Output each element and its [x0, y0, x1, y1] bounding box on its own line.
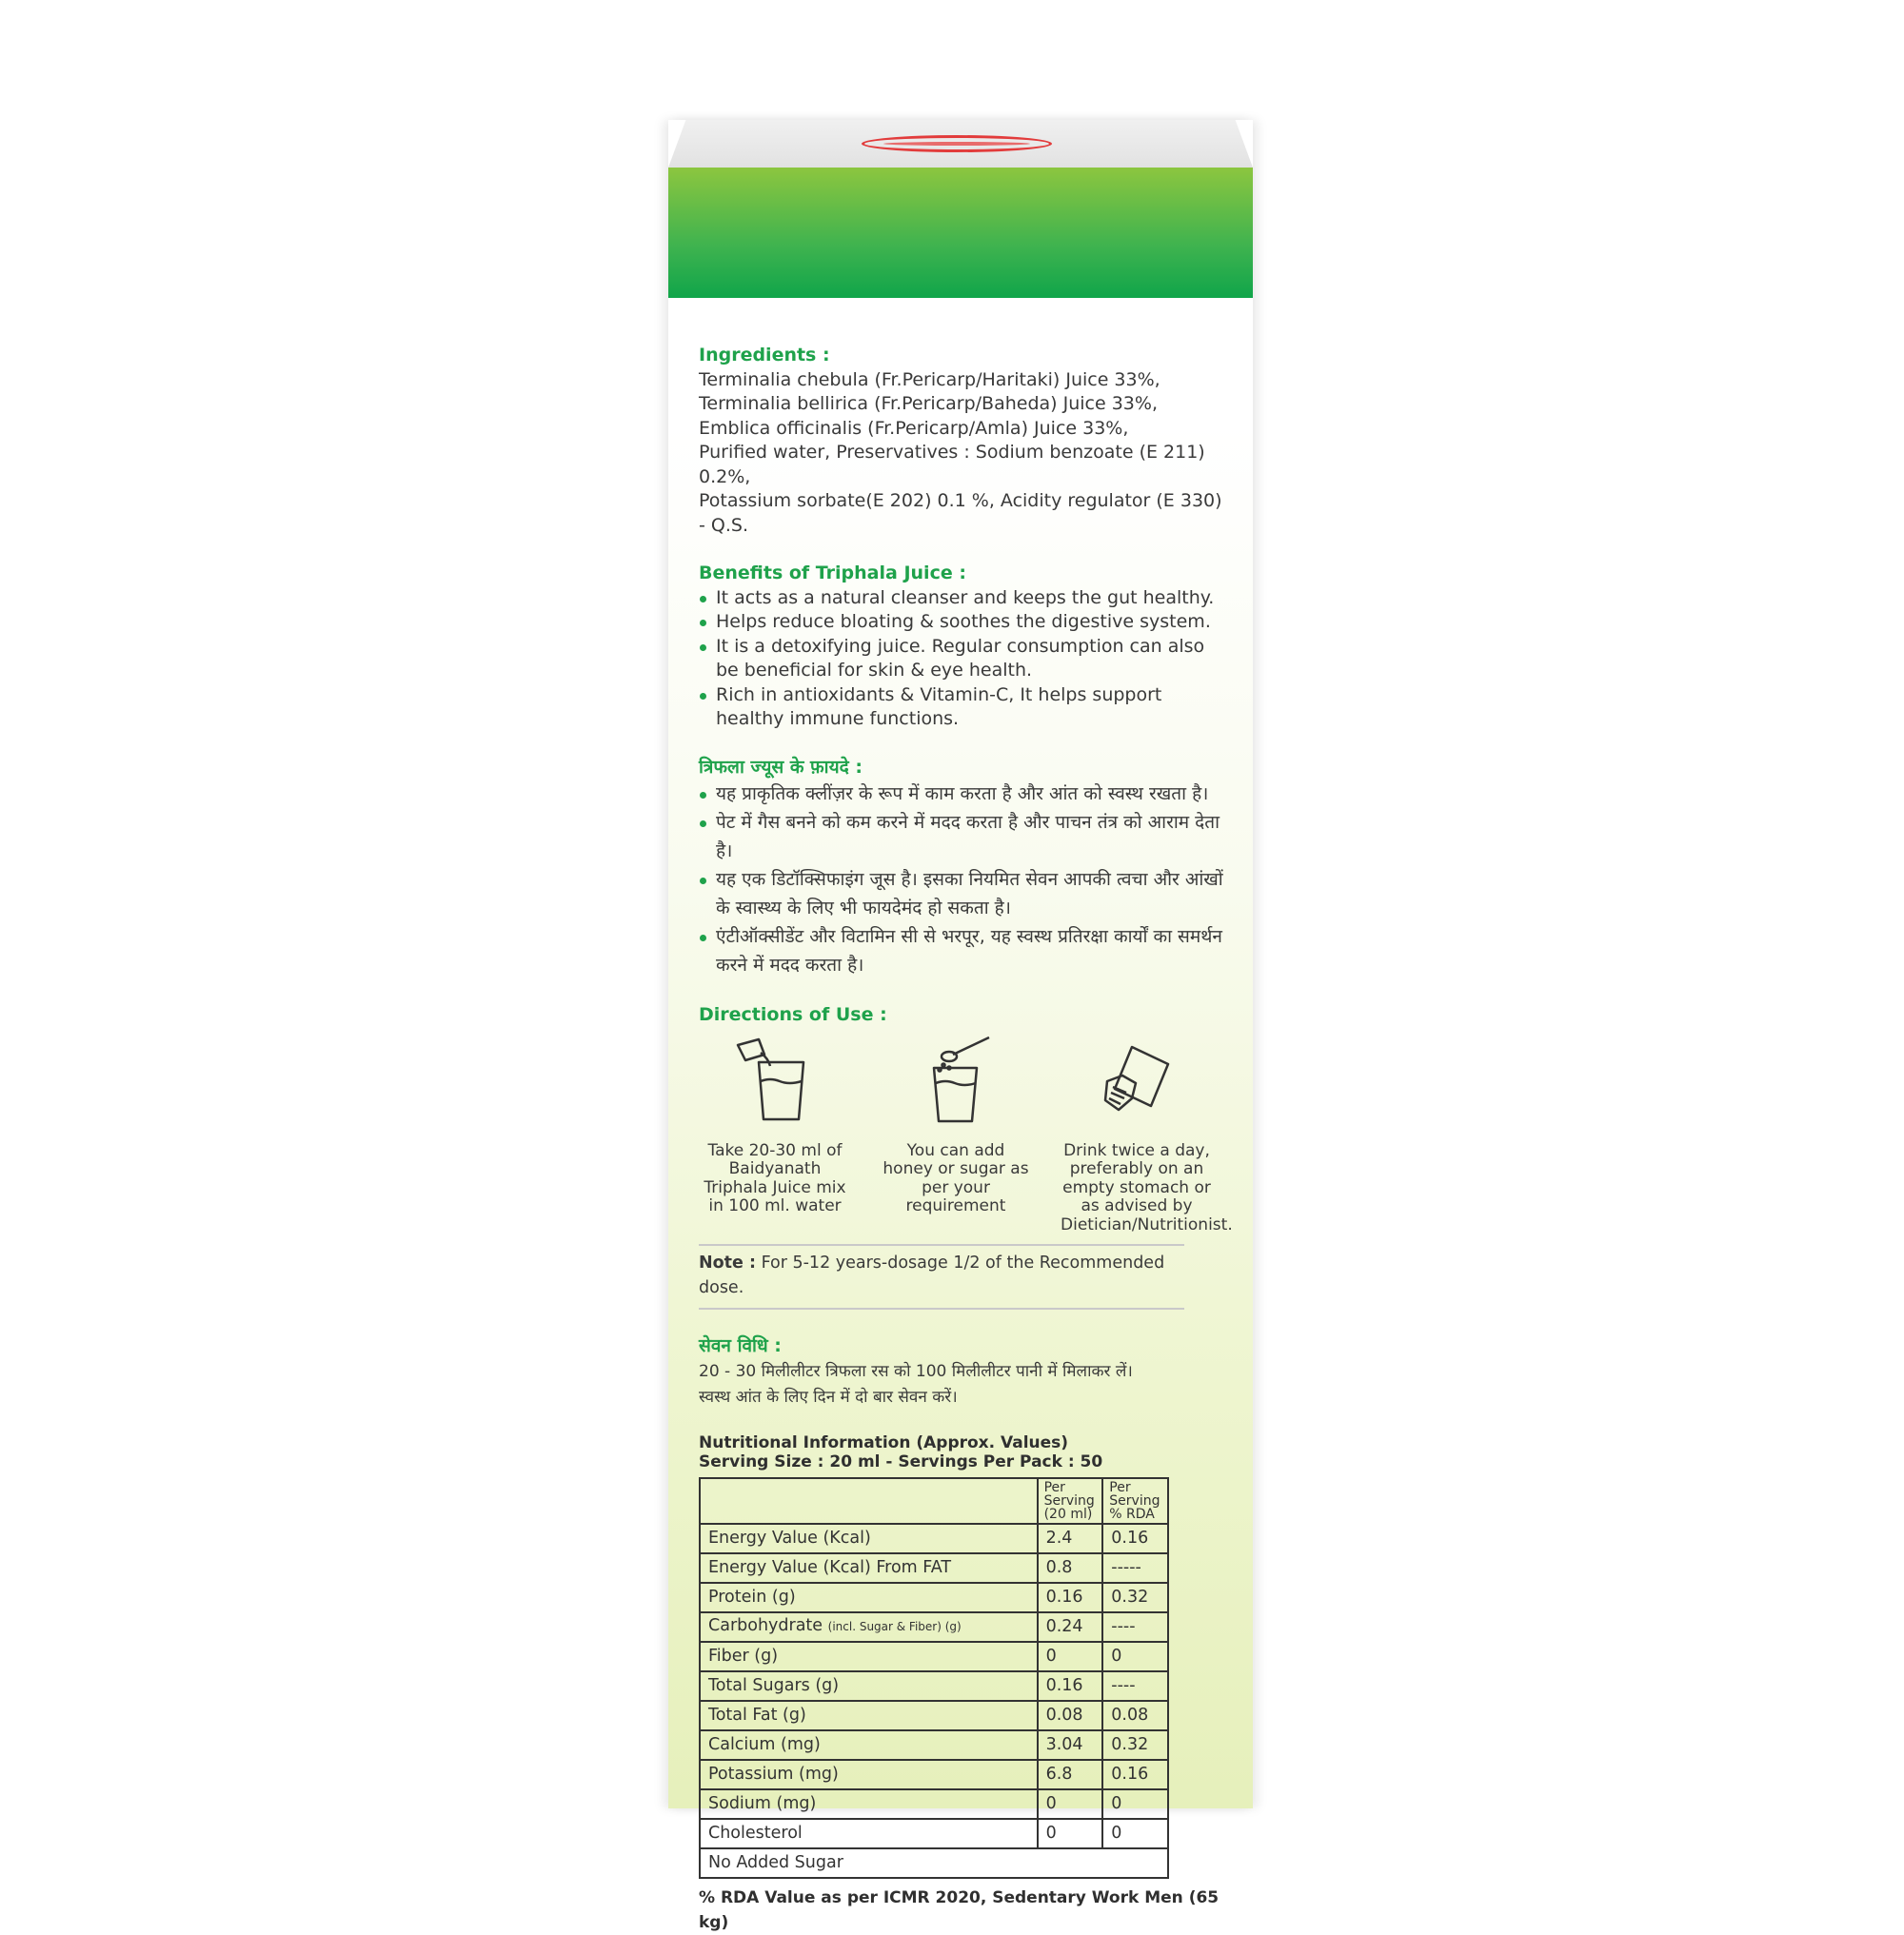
benefit-item: It is a detoxifying juice. Regular consumption can also be beneficial for skin & eye health.	[699, 635, 1232, 683]
ingredient-line: Terminalia bellirica (Fr.Pericarp/Baheda) Juice 33%,	[699, 393, 1158, 414]
nutrition-title: Nutritional Information (Approx. Values)	[699, 1433, 1069, 1452]
benefit-hindi-item: एंटीऑक्सीडेंट और विटामिन सी से भरपूर, यह स्वस्थ प्रतिरक्षा कार्यों का समर्थन करने में मदद करता है।	[699, 922, 1232, 979]
nutrient-per-serving: 0.16	[1038, 1583, 1103, 1612]
ingredient-line: Purified water, Preservatives : Sodium benzoate (E 211) 0.2%,	[699, 442, 1205, 487]
nutrient-rda: -----	[1102, 1553, 1168, 1583]
nutrient-rda: 0.16	[1102, 1524, 1168, 1553]
no-added-sugar: No Added Sugar	[700, 1848, 1168, 1878]
sevan-section	[699, 1333, 1232, 1411]
table-row	[700, 1701, 1168, 1730]
nutrient-rda: ----	[1102, 1612, 1168, 1642]
pour-into-glass-icon	[732, 1034, 818, 1129]
sevan-line: 20 - 30 मिलीलीटर त्रिफला रस को 100 मिलीलीटर पानी में मिलाकर लें।	[699, 1362, 1133, 1381]
nutrient-name: Energy Value (Kcal)	[700, 1524, 1038, 1553]
ingredient-line: Emblica officinalis (Fr.Pericarp/Amla) Juice 33%,	[699, 417, 1129, 439]
nutrient-rda: 0	[1102, 1642, 1168, 1671]
nutrition-serving: Serving Size : 20 ml - Servings Per Pack : 50	[699, 1452, 1103, 1471]
nutrient-per-serving: 0.24	[1038, 1612, 1103, 1642]
box-top	[668, 120, 1253, 168]
ingredient-line: Terminalia chebula (Fr.Pericarp/Haritaki) Juice 33%,	[699, 368, 1160, 390]
nutrient-name: Total Sugars (g)	[700, 1671, 1038, 1701]
direction-text: Drink twice a day, preferably on an empty stomach or as advised by Dietician/Nutritionist.	[1061, 1140, 1233, 1234]
nutrient-name	[700, 1612, 1038, 1642]
nutrient-per-serving: 0.16	[1038, 1671, 1103, 1701]
rda-footnote: % RDA Value as per ICMR 2020, Sedentary Work Men (65 kg)	[699, 1888, 1220, 1932]
benefit-item: Rich in antioxidants & Vitamin-C, It helps support healthy immune functions.	[699, 683, 1232, 732]
seal-logo	[862, 135, 1052, 152]
nutrient-name-main: Carbohydrate	[708, 1616, 823, 1636]
table-header-blank	[700, 1478, 1038, 1524]
nutrient-per-serving: 6.8	[1038, 1760, 1103, 1789]
nutrient-name: Cholesterol	[700, 1819, 1038, 1848]
product-box	[668, 120, 1253, 1932]
benefit-hindi-item: यह प्राकृतिक क्लींज़र के रूप में काम करता है और आंत को स्वस्थ रखता है।	[699, 780, 1232, 808]
table-row	[700, 1642, 1168, 1671]
nutrient-rda: 0.32	[1102, 1583, 1168, 1612]
nutrient-per-serving: 0.08	[1038, 1701, 1103, 1730]
direction-step	[699, 1034, 851, 1235]
note-label: Note :	[699, 1254, 756, 1273]
benefit-hindi-item: पेट में गैस बनने को कम करने में मदद करता है और पाचन तंत्र को आराम देता है।	[699, 808, 1232, 865]
ingredient-line: Potassium sorbate(E 202) 0.1 %, Acidity regulator (E 330) - Q.S.	[699, 490, 1222, 536]
direction-text: Take 20-30 ml of Baidyanath Triphala Juice mix in 100 ml. water	[704, 1140, 846, 1215]
nutrient-per-serving: 0	[1038, 1642, 1103, 1671]
green-band	[668, 168, 1253, 298]
direction-text: You can add honey or sugar as per your requirement	[883, 1140, 1029, 1215]
benefit-hindi-item: यह एक डिटॉक्सिफाइंग जूस है। इसका नियमित सेवन आपकी त्वचा और आंखों के स्वास्थ्य के लिए भी फायदेमंद हो सकता है।	[699, 865, 1232, 922]
nutrient-name-detail: (incl. Sugar & Fiber) (g)	[827, 1620, 962, 1634]
table-row	[700, 1848, 1168, 1878]
benefits-section	[699, 562, 1232, 732]
table-row	[700, 1553, 1168, 1583]
nutrient-name: Sodium (mg)	[700, 1789, 1038, 1819]
nutrition-header	[699, 1433, 1232, 1471]
sevan-heading: सेवन विधि :	[699, 1335, 782, 1356]
benefits-hindi-section	[699, 756, 1232, 980]
nutrient-name: Fiber (g)	[700, 1642, 1038, 1671]
benefit-item: Helps reduce bloating & soothes the digestive system.	[699, 610, 1232, 635]
nutrient-rda: ----	[1102, 1671, 1168, 1701]
nutrient-rda: 0.08	[1102, 1701, 1168, 1730]
direction-step	[1061, 1034, 1233, 1235]
ingredients-heading: Ingredients :	[699, 345, 830, 365]
table-row	[700, 1583, 1168, 1612]
nutrient-per-serving: 3.04	[1038, 1730, 1103, 1760]
nutrient-name: Calcium (mg)	[700, 1730, 1038, 1760]
table-row	[700, 1789, 1168, 1819]
nutrient-per-serving: 2.4	[1038, 1524, 1103, 1553]
nutrient-name: Potassium (mg)	[700, 1760, 1038, 1789]
table-header-per-serving: Per Serving (20 ml)	[1038, 1478, 1103, 1524]
nutrient-name: Energy Value (Kcal) From FAT	[700, 1553, 1038, 1583]
nutrient-per-serving: 0	[1038, 1789, 1103, 1819]
note-text: For 5-12 years-dosage 1/2 of the Recommended dose.	[699, 1254, 1165, 1297]
nutrient-rda: 0.16	[1102, 1760, 1168, 1789]
label-content	[699, 344, 1232, 1935]
hand-holding-glass-icon	[1094, 1034, 1180, 1129]
table-row	[700, 1524, 1168, 1553]
benefit-item: It acts as a natural cleanser and keeps the gut healthy.	[699, 586, 1232, 611]
ingredients-section	[699, 344, 1232, 538]
table-row	[700, 1819, 1168, 1848]
table-row	[700, 1760, 1168, 1789]
table-header-row	[700, 1478, 1168, 1524]
nutrient-rda: 0	[1102, 1819, 1168, 1848]
direction-step	[880, 1034, 1032, 1235]
benefits-hindi-heading: त्रिफला ज्यूस के फ़ायदे :	[699, 756, 863, 778]
nutrient-per-serving: 0.8	[1038, 1553, 1103, 1583]
sevan-line: स्वस्थ आंत के लिए दिन में दो बार सेवन करें।	[699, 1388, 958, 1407]
table-row	[700, 1730, 1168, 1760]
nutrient-name: Total Fat (g)	[700, 1701, 1038, 1730]
nutrition-table	[699, 1477, 1169, 1879]
table-row	[700, 1671, 1168, 1701]
benefits-heading: Benefits of Triphala Juice :	[699, 563, 966, 583]
note-box	[699, 1244, 1184, 1310]
table-header-rda: Per Serving % RDA	[1102, 1478, 1168, 1524]
nutrient-rda: 0	[1102, 1789, 1168, 1819]
table-row	[700, 1612, 1168, 1642]
nutrient-name: Protein (g)	[700, 1583, 1038, 1612]
directions-heading: Directions of Use :	[699, 1004, 887, 1025]
spoon-sugar-glass-icon	[913, 1034, 999, 1129]
nutrient-per-serving: 0	[1038, 1819, 1103, 1848]
nutrient-rda: 0.32	[1102, 1730, 1168, 1760]
directions-section	[699, 1003, 1232, 1310]
